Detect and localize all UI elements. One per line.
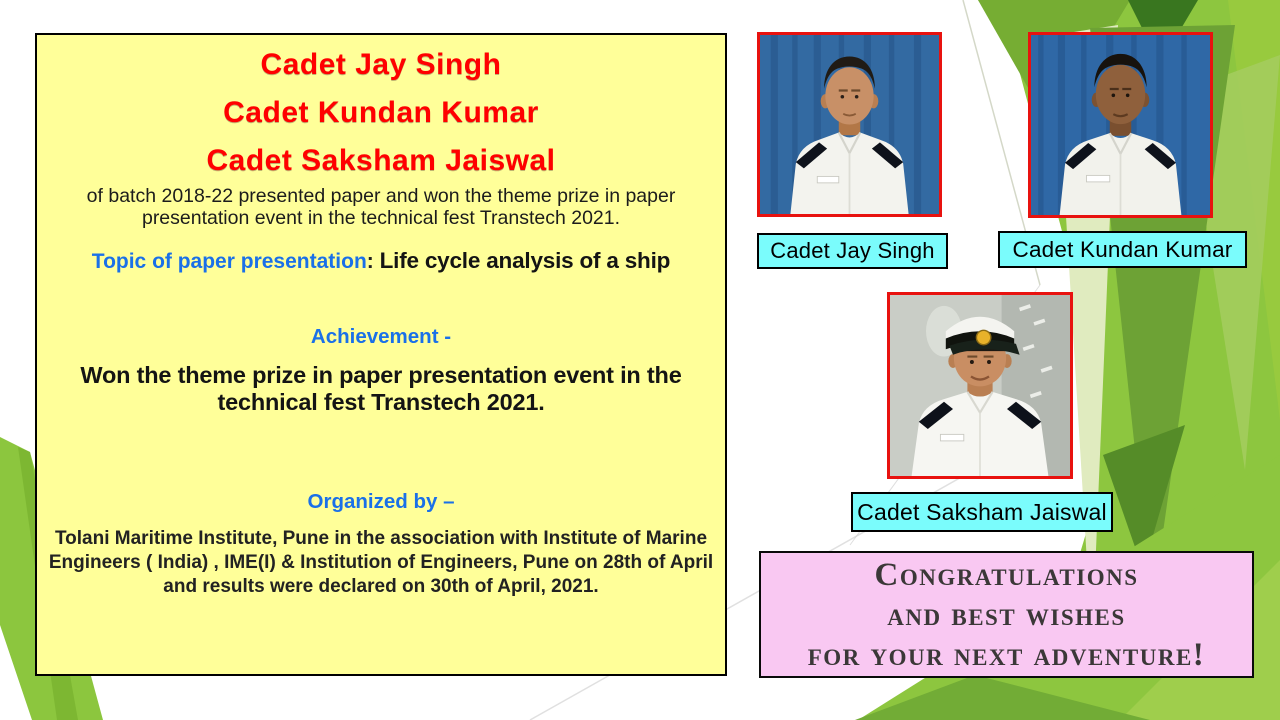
organized-by-text: Tolani Maritime Institute, Pune in the association with Institute of Marine Engineers ( India) , IME(I) & Institution of Engineers, Pune on 28th of April and results were declared on 30th of April, 2021.	[48, 528, 714, 597]
achievement-heading: Achievement -	[310, 325, 452, 348]
portrait-saksham-jaiswal-image	[890, 295, 1070, 476]
name-tag-jay-singh: Cadet Jay Singh	[757, 233, 948, 269]
intro-paragraph: of batch 2018-22 presented paper and won the theme prize in paper presentation event in the technical fest Transtech 2021.	[86, 185, 676, 229]
topic-label: Topic of paper presentation	[91, 250, 367, 273]
info-card	[35, 33, 727, 676]
congratulations-box	[759, 551, 1254, 678]
cadet-names	[37, 41, 725, 185]
topic-line	[37, 248, 725, 274]
organized-by-heading: Organized by –	[307, 490, 455, 513]
congrats-line-1: Congratulations	[874, 557, 1139, 593]
congrats-line-3: for your next adventure!	[807, 637, 1206, 673]
cadet-name-2: Cadet Kundan Kumar	[223, 96, 539, 129]
photo-cadet-saksham-jaiswal	[887, 292, 1073, 479]
topic-colon: :	[366, 250, 374, 273]
portrait-jay-singh-image	[760, 35, 939, 214]
cadet-name-1: Cadet Jay Singh	[260, 48, 502, 81]
topic-value: Life cycle analysis of a ship	[379, 248, 671, 273]
cadet-name-3: Cadet Saksham Jaiswal	[206, 144, 556, 177]
portrait-kundan-kumar-image	[1031, 35, 1210, 215]
congrats-line-2: and best wishes	[887, 597, 1126, 633]
name-tag-saksham-jaiswal: Cadet Saksham Jaiswal	[851, 492, 1113, 532]
achievement-text: Won the theme prize in paper presentation event in the technical fest Transtech 2021.	[80, 362, 682, 415]
photo-cadet-jay-singh	[757, 32, 942, 217]
photo-cadet-kundan-kumar	[1028, 32, 1213, 218]
name-tag-kundan-kumar: Cadet Kundan Kumar	[998, 231, 1247, 268]
